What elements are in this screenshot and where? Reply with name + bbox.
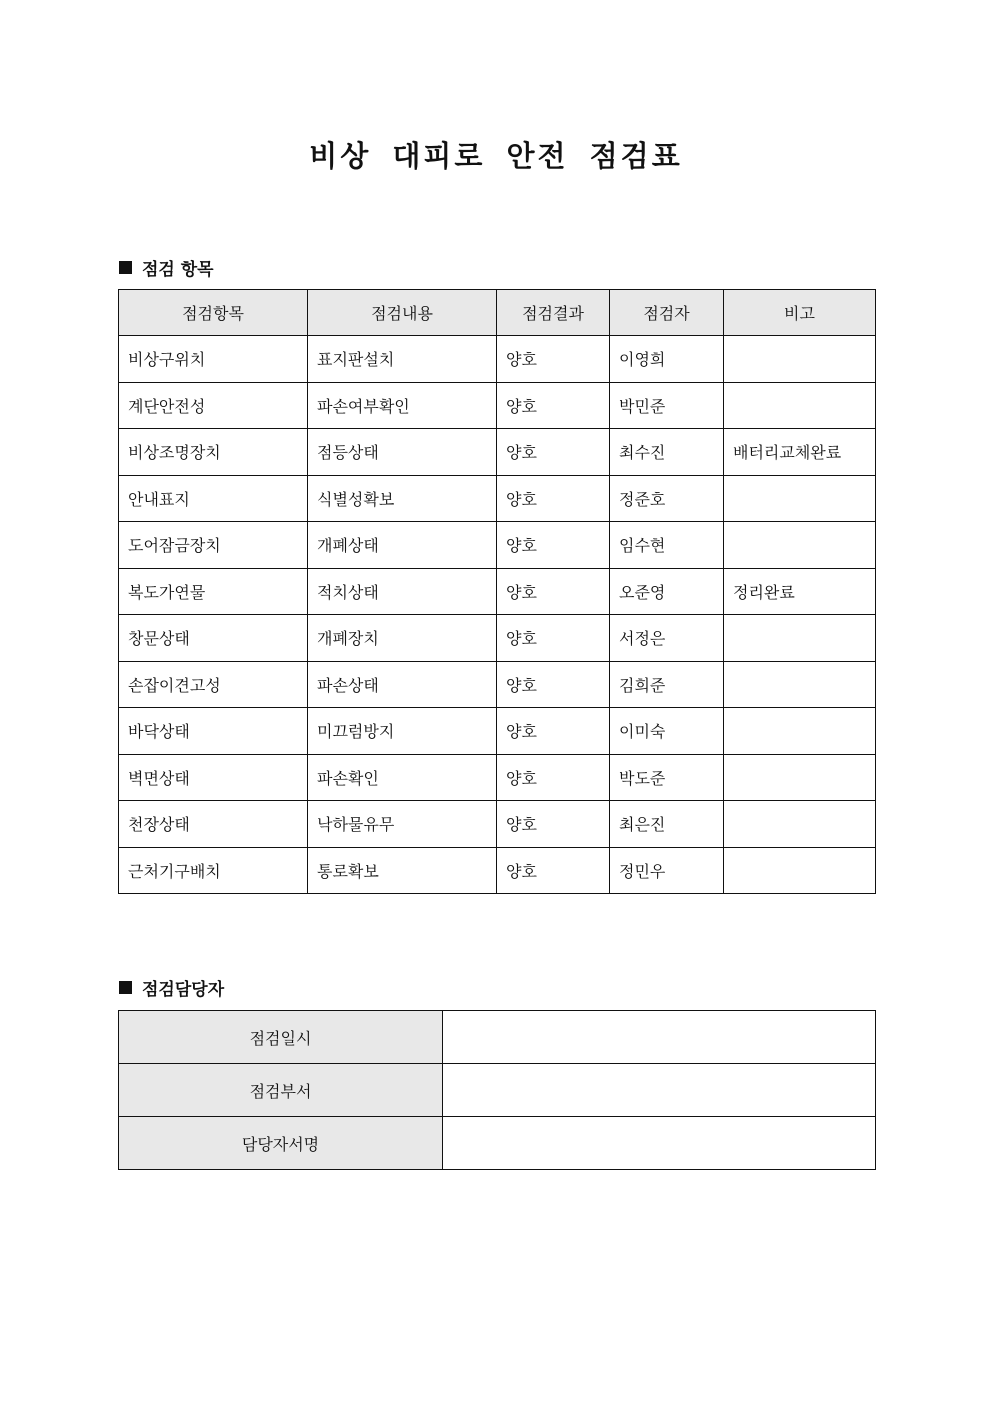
cell-remarks: 정리완료 [724, 568, 876, 615]
cell-content: 점등상태 [308, 429, 497, 476]
cell-inspector: 오준영 [610, 568, 724, 615]
cell-result: 양호 [497, 475, 610, 522]
cell-result: 양호 [497, 429, 610, 476]
cell-item: 안내표지 [119, 475, 308, 522]
table-row [119, 1064, 876, 1117]
cell-inspector: 박민준 [610, 382, 724, 429]
section-heading-inspection-items [119, 255, 214, 280]
cell-inspector: 최은진 [610, 801, 724, 848]
cell-item: 계단안전성 [119, 382, 308, 429]
cell-result: 양호 [497, 615, 610, 662]
cell-remarks [724, 754, 876, 801]
cell-item: 도어잠금장치 [119, 522, 308, 569]
inspection-department-label: 점검부서 [119, 1064, 443, 1117]
cell-result: 양호 [497, 754, 610, 801]
cell-remarks [724, 336, 876, 383]
inspector-signature-field[interactable] [443, 1117, 876, 1170]
cell-inspector: 이미숙 [610, 708, 724, 755]
table-row [119, 1117, 876, 1170]
cell-content: 통로확보 [308, 847, 497, 894]
cell-remarks: 배터리교체완료 [724, 429, 876, 476]
cell-inspector: 정민우 [610, 847, 724, 894]
cell-item: 벽면상태 [119, 754, 308, 801]
square-bullet-icon [119, 261, 132, 274]
cell-content: 파손여부확인 [308, 382, 497, 429]
cell-inspector: 김희준 [610, 661, 724, 708]
column-header-item: 점검항목 [119, 290, 308, 336]
cell-item: 바닥상태 [119, 708, 308, 755]
inspection-department-field[interactable] [443, 1064, 876, 1117]
table-row [119, 568, 876, 615]
cell-item: 손잡이견고성 [119, 661, 308, 708]
table-row [119, 801, 876, 848]
section-heading-label: 점검 항목 [142, 260, 214, 280]
table-header-row [119, 290, 876, 336]
table-row [119, 382, 876, 429]
column-header-remarks: 비고 [724, 290, 876, 336]
cell-remarks [724, 847, 876, 894]
cell-result: 양호 [497, 708, 610, 755]
column-header-result: 점검결과 [497, 290, 610, 336]
section-heading-label: 점검담당자 [142, 980, 225, 1000]
cell-remarks [724, 382, 876, 429]
inspector-info-table [118, 1010, 876, 1170]
inspector-signature-label: 담당자서명 [119, 1117, 443, 1170]
cell-inspector: 서정은 [610, 615, 724, 662]
column-header-inspector: 점검자 [610, 290, 724, 336]
section-heading-inspector-info [119, 975, 224, 1000]
square-bullet-icon [119, 981, 132, 994]
cell-result: 양호 [497, 801, 610, 848]
cell-remarks [724, 475, 876, 522]
cell-remarks [724, 801, 876, 848]
table-row [119, 522, 876, 569]
inspection-date-field[interactable] [443, 1011, 876, 1064]
cell-content: 파손상태 [308, 661, 497, 708]
table-row [119, 754, 876, 801]
cell-inspector: 정준호 [610, 475, 724, 522]
cell-item: 비상구위치 [119, 336, 308, 383]
cell-content: 낙하물유무 [308, 801, 497, 848]
table-row [119, 661, 876, 708]
cell-inspector: 박도준 [610, 754, 724, 801]
cell-inspector: 이영희 [610, 336, 724, 383]
table-row [119, 475, 876, 522]
cell-result: 양호 [497, 847, 610, 894]
column-header-content: 점검내용 [308, 290, 497, 336]
table-row [119, 847, 876, 894]
cell-item: 근처기구배치 [119, 847, 308, 894]
table-row [119, 429, 876, 476]
cell-item: 비상조명장치 [119, 429, 308, 476]
cell-content: 파손확인 [308, 754, 497, 801]
cell-inspector: 임수현 [610, 522, 724, 569]
cell-content: 표지판설치 [308, 336, 497, 383]
cell-result: 양호 [497, 568, 610, 615]
cell-inspector: 최수진 [610, 429, 724, 476]
cell-remarks [724, 708, 876, 755]
inspection-date-label: 점검일시 [119, 1011, 443, 1064]
cell-content: 식별성확보 [308, 475, 497, 522]
cell-remarks [724, 615, 876, 662]
cell-remarks [724, 522, 876, 569]
cell-result: 양호 [497, 522, 610, 569]
cell-remarks [724, 661, 876, 708]
cell-result: 양호 [497, 382, 610, 429]
table-row [119, 1011, 876, 1064]
cell-item: 창문상태 [119, 615, 308, 662]
cell-result: 양호 [497, 336, 610, 383]
table-row [119, 708, 876, 755]
document-title: 비상 대피로 안전 점검표 [309, 139, 683, 173]
cell-content: 개폐상태 [308, 522, 497, 569]
cell-content: 적치상태 [308, 568, 497, 615]
cell-content: 미끄럼방지 [308, 708, 497, 755]
table-row [119, 336, 876, 383]
cell-item: 천장상태 [119, 801, 308, 848]
cell-item: 복도가연물 [119, 568, 308, 615]
cell-result: 양호 [497, 661, 610, 708]
cell-content: 개폐장치 [308, 615, 497, 662]
inspection-items-table [118, 289, 876, 894]
table-row [119, 615, 876, 662]
